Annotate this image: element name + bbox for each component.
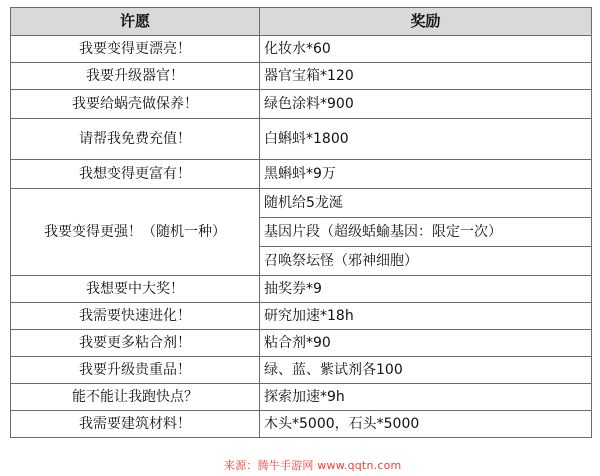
- wish-cell: 我要给蜗壳做保养！: [11, 90, 260, 119]
- reward-cell: 基因片段（超级蛞蝓基因：限定一次）: [260, 218, 592, 247]
- table-row: [11, 90, 592, 119]
- wish-cell: 我要升级贵重品！: [11, 357, 260, 384]
- reward-cell: 研究加速*18h: [260, 303, 592, 330]
- header-wish: 许愿: [11, 8, 260, 36]
- wish-cell: 我要升级器官！: [11, 63, 260, 90]
- wish-cell: 我需要建筑材料！: [11, 411, 260, 438]
- wish-cell: 我要更多粘合剂！: [11, 330, 260, 357]
- reward-cell: 白蝌蚪*1800: [260, 119, 592, 160]
- table-row: [11, 160, 592, 189]
- table-row: [11, 411, 592, 438]
- source-watermark: 来源：腾牛手游网 www.qqtn.com: [224, 459, 402, 472]
- table-row: [11, 303, 592, 330]
- wish-cell: 我需要快速进化！: [11, 303, 260, 330]
- header-reward: 奖励: [260, 8, 592, 36]
- reward-cell: 绿色涂料*900: [260, 90, 592, 119]
- wish-cell: 我想要中大奖！: [11, 276, 260, 303]
- wish-cell: 我要变得更强！（随机一种）: [11, 189, 260, 276]
- reward-cell: 探索加速*9h: [260, 384, 592, 411]
- wish-cell: 请帮我免费充值！: [11, 119, 260, 160]
- reward-cell: 黑蝌蚪*9万: [260, 160, 592, 189]
- reward-cell: 召唤祭坛怪（邪神细胞）: [260, 247, 592, 276]
- reward-cell: 绿、蓝、紫试剂各100: [260, 357, 592, 384]
- table-row: [11, 384, 592, 411]
- reward-cell: 器官宝箱*120: [260, 63, 592, 90]
- reward-cell: 随机给5龙涎: [260, 189, 592, 218]
- table-row: [11, 189, 592, 218]
- reward-cell: 抽奖券*9: [260, 276, 592, 303]
- reward-cell: 木头*5000，石头*5000: [260, 411, 592, 438]
- table-row: [11, 119, 592, 160]
- table-row: [11, 276, 592, 303]
- wish-reward-table: [10, 7, 592, 438]
- wish-cell: 我想变得更富有！: [11, 160, 260, 189]
- table-row: [11, 330, 592, 357]
- table-row: [11, 357, 592, 384]
- reward-cell: 化妆水*60: [260, 36, 592, 63]
- table-header: [11, 8, 592, 36]
- table-row: [11, 63, 592, 90]
- wish-cell: 我要变得更漂亮！: [11, 36, 260, 63]
- header-row: [11, 8, 592, 36]
- table-row: [11, 36, 592, 63]
- reward-cell: 粘合剂*90: [260, 330, 592, 357]
- table-body: [11, 36, 592, 438]
- wish-cell: 能不能让我跑快点？: [11, 384, 260, 411]
